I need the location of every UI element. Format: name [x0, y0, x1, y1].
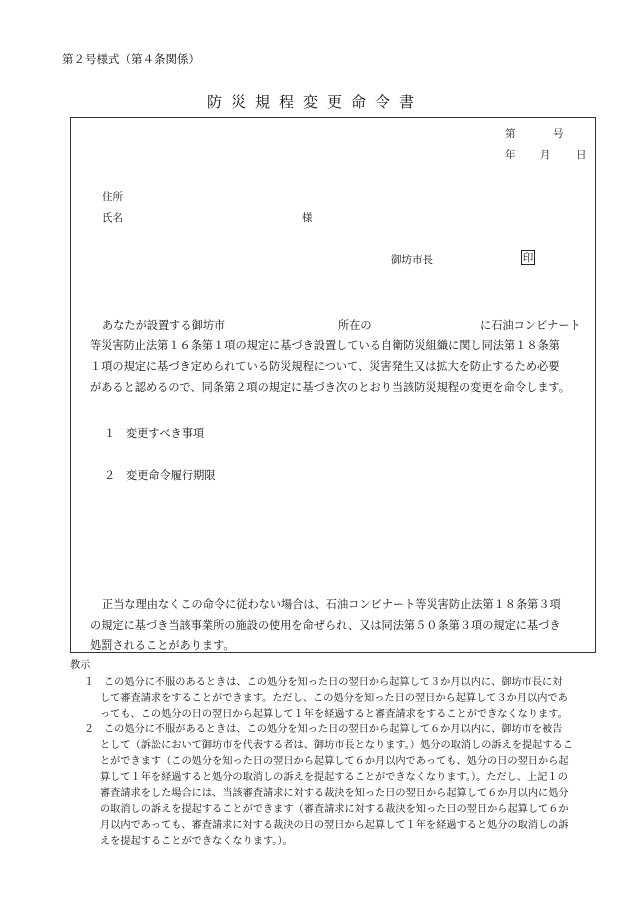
address-label: 住所: [102, 191, 123, 203]
body-p1-line1-a: あなたが設置する御坊市: [102, 319, 226, 332]
body-p1-line3: １項の規定に基づき定められている防災規程について、災害発生又は拡大を防止するため必要: [90, 360, 560, 373]
body-p1-line1-b: 所在の: [338, 319, 372, 332]
notice2-line1: この処分に不服があるときは、この処分を知った日の翌日から起算して６か月以内に、御坊市を被告: [104, 724, 563, 735]
notice1-number: １: [84, 677, 95, 688]
body-p2-line3: 処罰されることがあります。: [90, 639, 235, 652]
notice1-line2: して審査請求をすることができます。ただし、この処分を知った日の翌日から起算して３か月以内であ: [100, 693, 568, 704]
body-p2-line1: 正当な理由なくこの命令に従わない場合は、石油コンビナート等災害防止法第１８条第３項: [102, 598, 561, 611]
body-p1-line2: 等災害防止法第１６条第１項の規定に基づき設置している自衛防災組織に関し同法第１８条第: [90, 339, 560, 352]
day-label: 日: [576, 149, 587, 161]
body-p1-line1-c: に石油コンビナート: [480, 319, 581, 332]
number-suffix: 号: [553, 128, 564, 140]
item1-label: 変更すべき事項: [126, 427, 205, 440]
item1-number: １: [104, 427, 116, 440]
issuer-title: 御坊市長: [391, 254, 433, 266]
notice2-line8: えを提起することができなくなります。）。: [100, 836, 293, 847]
notice1-line1: この処分に不服のあるときは、この処分を知った日の翌日から起算して３か月以内に、御坊市長に対: [104, 677, 563, 688]
body-p2-line2: の規定に基づき当該事業所の施設の使用を命ぜられ、又は同法第５０条第３項の規定に基づき: [90, 619, 561, 632]
notice2-line2: として（訴訟において御坊市を代表する者は、御坊市長となります。）処分の取消しの訴えを提起するこ: [100, 740, 573, 751]
notice2-line3: とができます（この処分を知った日の翌日から起算して６か月以内であっても、処分の日の翌日から起: [100, 756, 569, 767]
notice2-number: ２: [84, 724, 95, 735]
form-number: 第２号様式（第４条関係）: [62, 52, 200, 66]
year-label: 年: [505, 149, 516, 161]
notice-heading: 教示: [70, 660, 91, 671]
honorific: 様: [302, 212, 313, 224]
seal-mark: 印: [522, 252, 534, 264]
name-label: 氏名: [102, 212, 123, 224]
notice2-line6: の取消しの訴えを提起することができます（審査請求に対する裁決を知った日の翌日から起算して６か: [100, 804, 569, 815]
item2-label: 変更命令履行期限: [126, 469, 216, 482]
notice2-line5: 審査請求をした場合には、当該審査請求に対する裁決を知った日の翌日から起算して６か月以内に処分: [100, 788, 569, 799]
notice2-line7: 月以内であっても、審査請求に対する裁決の日の翌日から起算して１年を経過すると処分の取消しの訴: [100, 820, 569, 831]
notice1-line3: っても、この処分の日の翌日から起算して１年を経過すると審査請求をすることができなくなります。: [100, 709, 568, 720]
body-p1-line4: があると認めるので、同条第２項の規定に基づき次のとおり当該防災規程の変更を命令します。: [90, 381, 570, 394]
notice2-line4: 算して１年を経過すると処分の取消しの訴えを提起することができなくなります。）。ただし、上記１の: [100, 772, 568, 783]
item2-number: ２: [104, 469, 116, 482]
number-label: 第: [505, 128, 516, 140]
month-label: 月: [540, 149, 551, 161]
document-title: 防災規程変更命令書: [206, 93, 423, 111]
